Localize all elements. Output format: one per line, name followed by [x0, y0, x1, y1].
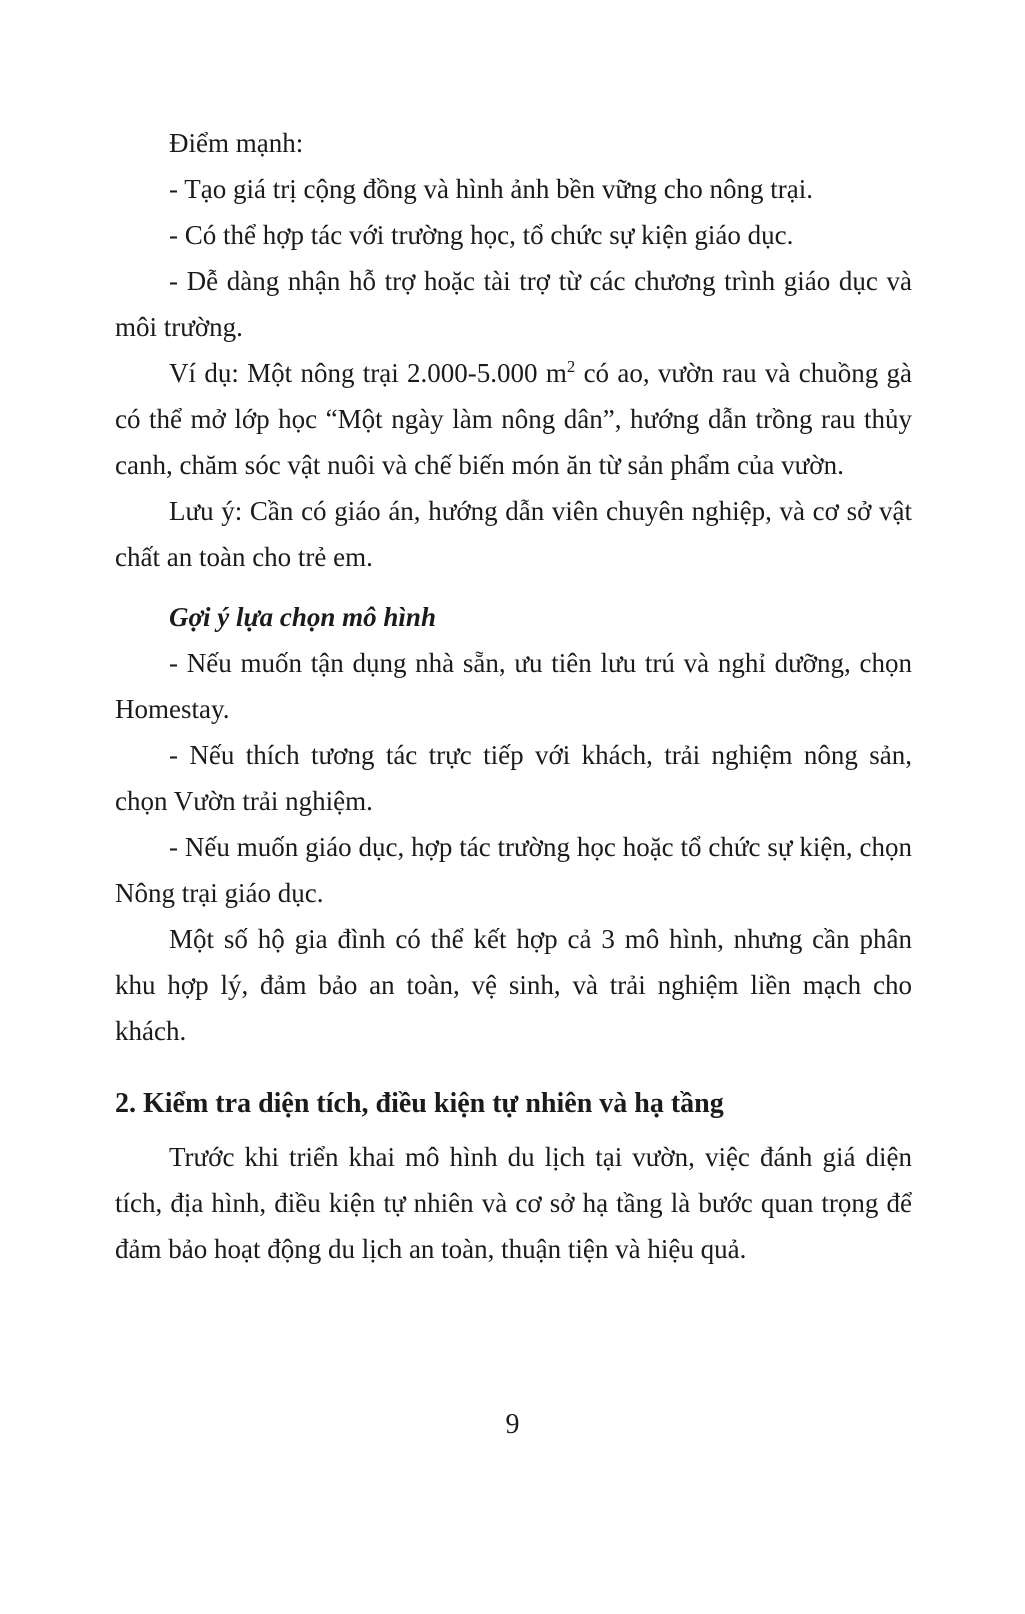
- paragraph-intro: Trước khi triển khai mô hình du lịch tại vườn, việc đánh giá diện tích, địa hình, điều kiện tự nhiên và cơ sở hạ tầng là bước quan trọng để đảm bảo hoạt động du lịch an toàn, thuận tiện và hiệu quả.: [115, 1142, 912, 1264]
- bullet-item: - Nếu muốn giáo dục, hợp tác trường học hoặc tổ chức sự kiện, chọn Nông trại giáo dục.: [115, 832, 912, 908]
- paragraph-example: [115, 350, 912, 488]
- paragraph-summary: Một số hộ gia đình có thể kết hợp cả 3 mô hình, nhưng cần phân khu hợp lý, đảm bảo an toàn, vệ sinh, và trải nghiệm liền mạch cho khách.: [115, 924, 912, 1046]
- bullet-item: - Tạo giá trị cộng đồng và hình ảnh bền vững cho nông trại.: [169, 174, 813, 204]
- bullet-item: - Nếu thích tương tác trực tiếp với khách, trải nghiệm nông sản, chọn Vườn trải nghiệm.: [115, 740, 912, 816]
- paragraph-note: Lưu ý: Cần có giáo án, hướng dẫn viên chuyên nghiệp, và cơ sở vật chất an toàn cho trẻ em.: [115, 496, 912, 572]
- paragraph-strengths-label: Điểm mạnh:: [169, 128, 304, 158]
- paragraph-text: có ao, vườn rau và chuồng gà có thể mở lớp học “Một ngày làm nông dân”, hướng dẫn trồng rau thủy canh, chăm sóc vật nuôi và chế biến món ăn từ sản phẩm của vườn.: [115, 358, 913, 480]
- bullet-item: - Có thể hợp tác với trường học, tổ chức sự kiện giáo dục.: [169, 220, 794, 250]
- paragraph-text: Ví dụ: Một nông trại 2.000-5.000 m: [169, 358, 567, 388]
- page-content: [115, 120, 912, 1272]
- subsection-heading: Gợi ý lựa chọn mô hình: [169, 602, 436, 632]
- section-heading: 2. Kiểm tra diện tích, điều kiện tự nhiên và hạ tầng: [115, 1088, 724, 1119]
- page-number: 9: [505, 1409, 520, 1440]
- bullet-item: - Dễ dàng nhận hỗ trợ hoặc tài trợ từ các chương trình giáo dục và môi trường.: [115, 266, 912, 342]
- bullet-item: - Nếu muốn tận dụng nhà sẵn, ưu tiên lưu trú và nghỉ dưỡng, chọn Homestay.: [115, 648, 912, 724]
- superscript: 2: [566, 357, 576, 376]
